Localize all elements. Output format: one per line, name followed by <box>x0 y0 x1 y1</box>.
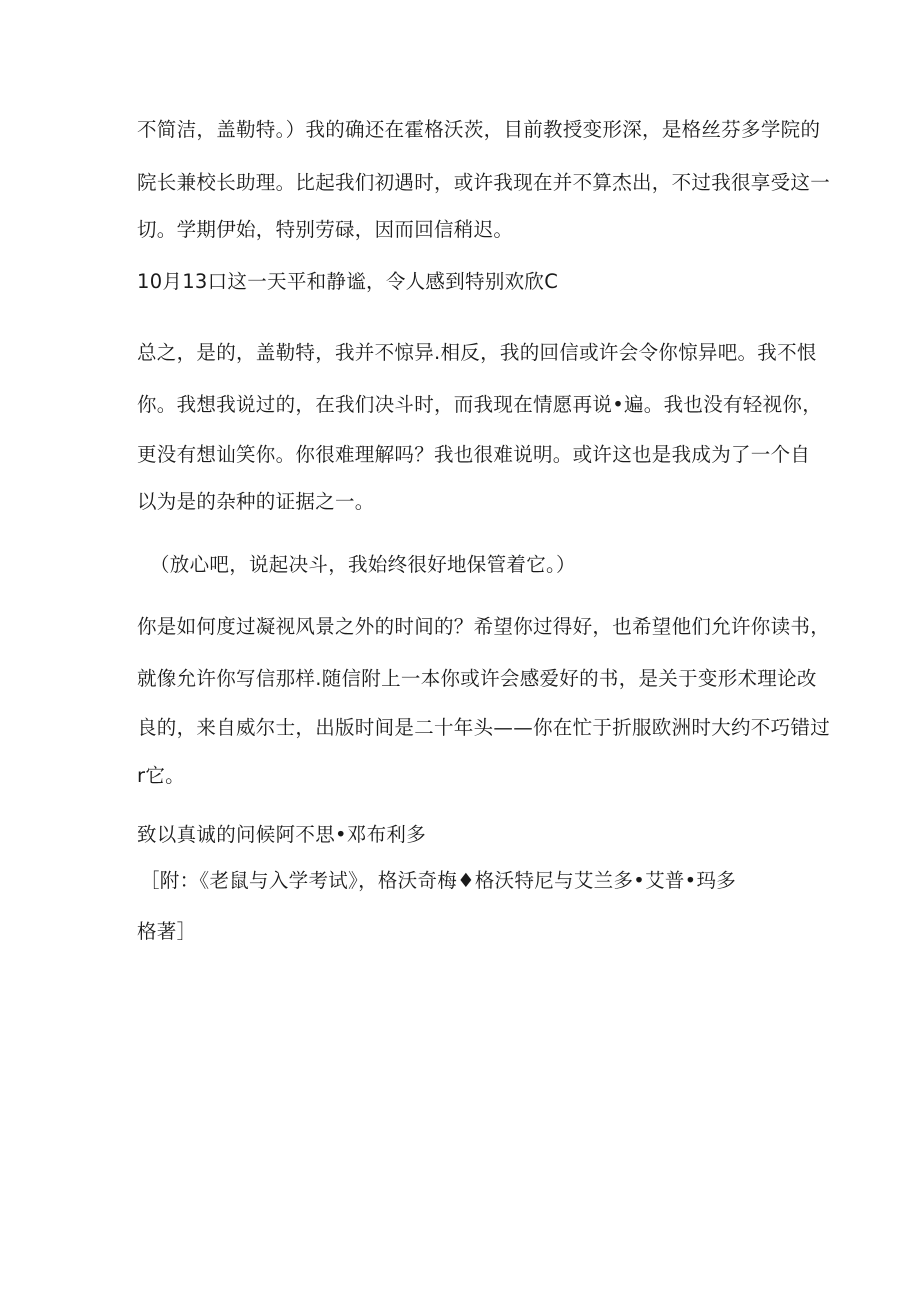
parenthetical-note: （放心吧，说起决斗，我始终很好地保管着它。） <box>150 553 576 576</box>
postscript-line-1: ［附：《老鼠与入学考试》，格沃奇梅♦格沃特尼与艾兰多•艾普•玛多 <box>140 869 737 892</box>
paragraph-3-line-4: r它。 <box>137 764 185 787</box>
paragraph-3-line-3: 良的，来自威尔士，出版时间是二十年头——你在忙于折服欧洲时大约不巧错过 <box>137 716 831 739</box>
paragraph-2-line-3: 更没有想讪笑你。你很难理解吗？我也很难说明。或许这也是我成为了一个自 <box>137 443 811 466</box>
postscript-line-2: 格著］ <box>137 920 197 943</box>
paragraph-2-line-1: 总之，是的，盖勒特，我并不惊异.相反，我的回信或许会令你惊异吧。我不恨 <box>137 341 817 364</box>
paragraph-1-line-3: 切。学期伊始，特别劳碌，因而回信稍迟。 <box>137 218 514 241</box>
paragraph-1-line-1: 不简洁，盖勒特。）我的确还在霍格沃茨，目前教授变形深，是格丝芬多学院的 <box>137 118 821 141</box>
paragraph-1-line-2: 院长兼校长助理。比起我们初遇时，或许我现在并不算杰出，不过我很享受这一 <box>137 171 831 194</box>
closing-signature: 致以真诚的问候阿不思•邓布利多 <box>137 823 427 846</box>
paragraph-2-line-2: 你。我想我说过的，在我们决斗时，而我现在情愿再说•遍。我也没有轻视你， <box>137 393 823 416</box>
paragraph-3-line-2: 就像允许你写信那样.随信附上一本你或许会感爱好的书，是关于变形术理论改 <box>137 667 817 690</box>
paragraph-3-line-1: 你是如何度过凝视风景之外的时间的？希望你过得好，也希望他们允许你读书， <box>137 615 831 638</box>
date-line: 10月13口这一天平和静谧，令人感到特别欢欣C <box>137 270 559 293</box>
paragraph-2-line-4: 以为是的杂种的证据之一。 <box>137 490 375 513</box>
